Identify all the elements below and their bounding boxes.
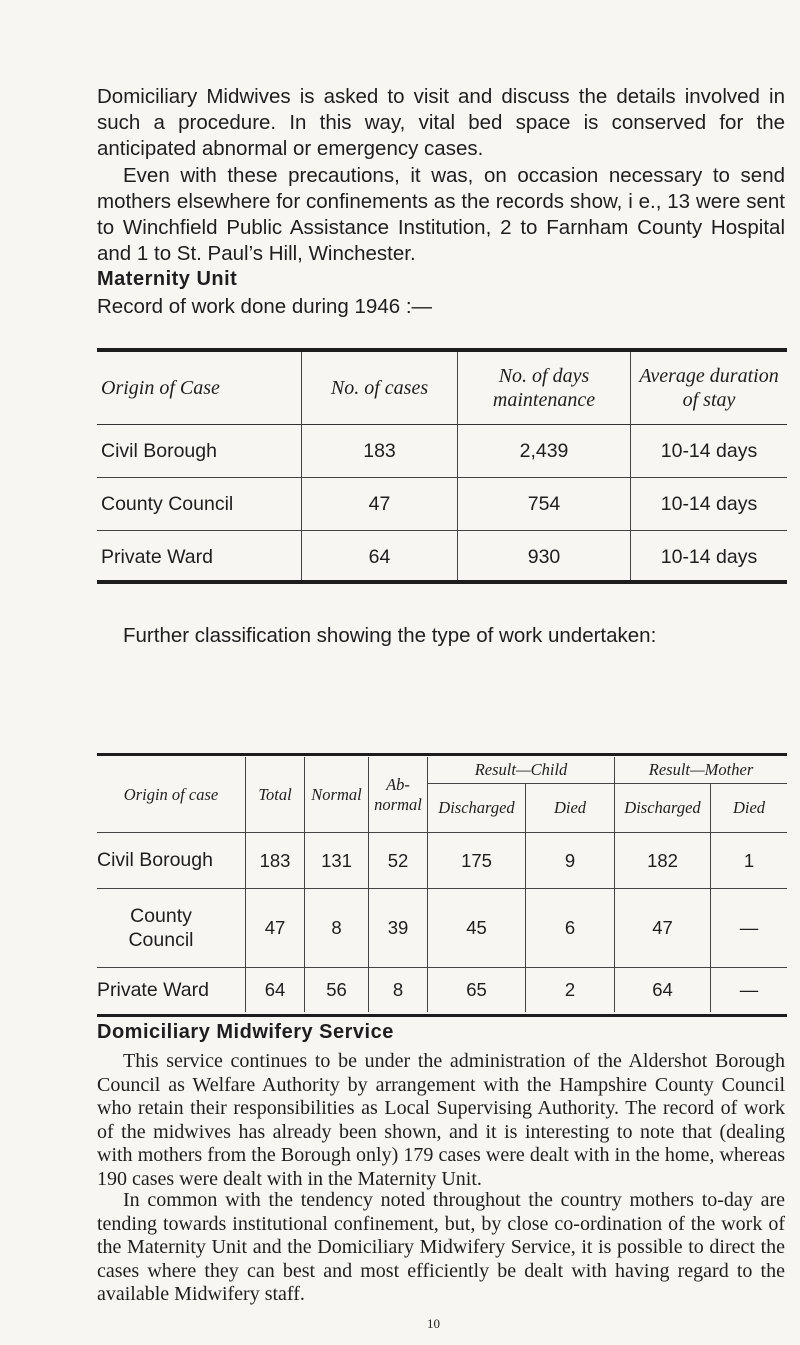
maternity-record-table (97, 352, 787, 583)
cell-child-died: 6 (526, 889, 615, 968)
intro-paragraph-2: Even with these precautions, it was, on occasion necessary to send mothers elsewhere for confinements as the records show, i e., 13 were sent to Winchfield Public Assistance Institution, 2 to Farnham County Hospital and 1 to St. Paul’s Hill, Winchester. (97, 164, 785, 265)
header-child-discharged: Discharged (428, 784, 526, 833)
cell-child-discharged: 65 (428, 968, 526, 1013)
page-number: 10 (427, 1316, 440, 1331)
cell-average: 10-14 days (631, 425, 788, 478)
maternity-unit-caption: Record of work done during 1946 :— (97, 295, 433, 318)
cell-child-discharged: 175 (428, 833, 526, 889)
cell-origin: Civil Borough (97, 849, 213, 871)
cell-days: 930 (458, 531, 631, 584)
table-row (97, 425, 787, 478)
intro-paragraph-1: Domiciliary Midwives is asked to visit and discuss the details involved in such a procedure. In this way, vital bed space is conserved for the anticipated abnormal or emergency cases. (97, 85, 785, 160)
classification-table (97, 757, 787, 1012)
table-row (97, 478, 787, 531)
table2-header-group-row (97, 757, 787, 784)
cell-total: 64 (246, 968, 305, 1013)
header-mother-died: Died (711, 784, 788, 833)
domiciliary-heading: Domiciliary Midwifery Service (97, 1021, 394, 1043)
cell-cases: 64 (302, 531, 458, 584)
header-normal: Normal (305, 757, 369, 833)
header-result-mother: Result—Mother (615, 757, 788, 784)
header-cases: No. of cases (302, 352, 458, 425)
cell-cases: 47 (302, 478, 458, 531)
table-row (97, 531, 787, 584)
cell-mother-discharged: 47 (615, 889, 711, 968)
cell-origin: Private Ward (101, 545, 213, 568)
cell-normal: 56 (305, 968, 369, 1013)
cell-abnormal: 39 (369, 889, 428, 968)
cell-child-discharged: 45 (428, 889, 526, 968)
cell-mother-died: 1 (711, 833, 788, 889)
cell-child-died: 2 (526, 968, 615, 1013)
header-origin: Origin of case (123, 784, 219, 804)
cell-normal: 131 (305, 833, 369, 889)
cell-total: 47 (246, 889, 305, 968)
cell-origin: Civil Borough (101, 439, 217, 462)
cell-average: 10-14 days (631, 531, 788, 584)
header-origin: Origin of Case (101, 377, 220, 399)
header-total: Total (246, 757, 305, 833)
cell-normal: 8 (305, 889, 369, 968)
cell-mother-died: — (711, 889, 788, 968)
header-result-child: Result—Child (428, 757, 615, 784)
table-header-row (97, 352, 787, 425)
table2-bottom-rule (97, 1014, 787, 1017)
cell-cases: 183 (302, 425, 458, 478)
cell-origin: Private Ward (97, 978, 209, 1001)
table-row (97, 833, 787, 889)
header-mother-discharged: Discharged (615, 784, 711, 833)
cell-total: 183 (246, 833, 305, 889)
table-row (97, 968, 787, 1013)
cell-mother-died: — (711, 968, 788, 1013)
maternity-unit-heading: Maternity Unit (97, 268, 238, 290)
domiciliary-paragraph-1: This service continues to be under the administration of the Aldershot Borough Council as Welfare Authority by arrangement with the Hampshire County Council who retain their responsibilities as Local Supervising Authority. The record of work of the midwives has already been shown, and it is interesting to note that (dealing with mothers from the Borough only) 179 cases were dealt with in the home, whereas 190 cases were dealt with in the Maternity Unit. (97, 1050, 785, 1190)
cell-origin (97, 889, 246, 968)
header-days: No. of days maintenance (458, 352, 631, 425)
cell-days: 2,439 (458, 425, 631, 478)
header-abnormal: Ab- normal (369, 757, 428, 833)
cell-origin-text: County Council (128, 905, 194, 951)
cell-mother-discharged: 64 (615, 968, 711, 1013)
cell-abnormal: 52 (369, 833, 428, 889)
classification-caption: Further classification showing the type of work undertaken: (123, 624, 657, 647)
table-row (97, 889, 787, 968)
header-average: Average duration of stay (631, 352, 788, 425)
table-bottom-rule (97, 580, 787, 584)
cell-mother-discharged: 182 (615, 833, 711, 889)
cell-abnormal: 8 (369, 968, 428, 1013)
cell-days: 754 (458, 478, 631, 531)
domiciliary-paragraph-2: In common with the tendency noted throughout the country mothers to-day are tending towards institutional confinement, but, by close co-ordination of the work of the Maternity Unit and the Domiciliary Midwifery Service, it is possible to direct the cases where they can best and most efficiently be dealt with having regard to the available Midwifery staff. (97, 1189, 785, 1305)
cell-average: 10-14 days (631, 478, 788, 531)
table2-top-rule (97, 753, 787, 756)
cell-child-died: 9 (526, 833, 615, 889)
cell-origin: County Council (101, 492, 234, 515)
header-child-died: Died (526, 784, 615, 833)
